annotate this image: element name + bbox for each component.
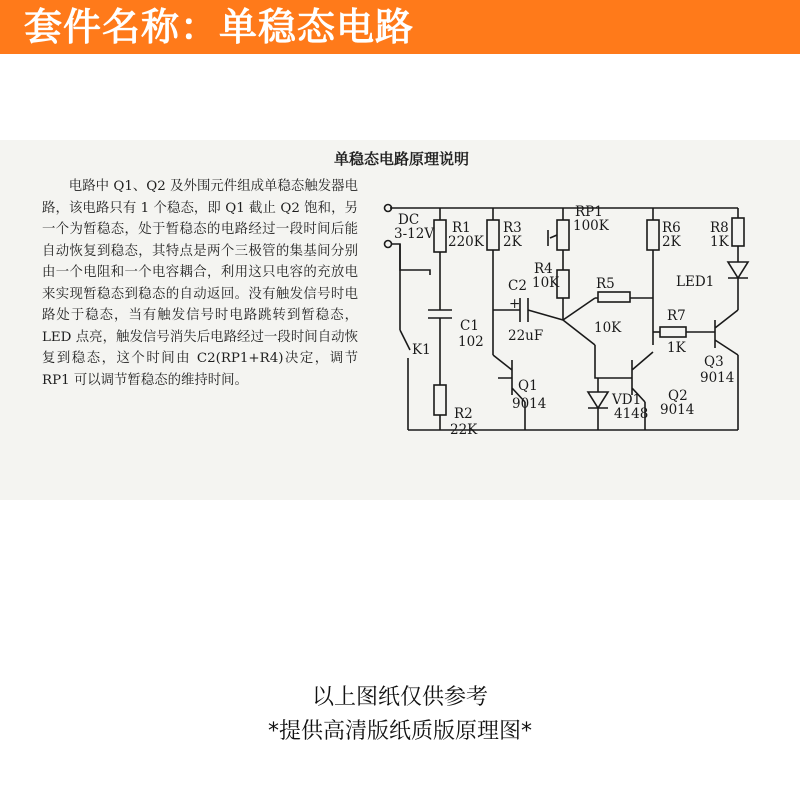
r6-label: R6: [662, 220, 681, 236]
r4-label: R4: [534, 261, 553, 277]
r2-value: 22K: [450, 422, 478, 438]
k1-switch: [400, 244, 410, 430]
r8-resistor: [732, 218, 744, 246]
r5-value: 10K: [594, 320, 622, 336]
r3-resistor: [487, 220, 499, 250]
rp1-label: RP1: [575, 204, 603, 220]
vd1-label: VD1: [612, 392, 642, 408]
c2-capacitor: [520, 298, 528, 322]
title-banner: [0, 0, 800, 54]
c2-label: C2: [508, 278, 527, 294]
rp1-potentiometer: [557, 220, 569, 250]
r3-label: R3: [503, 220, 522, 236]
c1-capacitor: [428, 310, 452, 318]
r3-value: 2K: [503, 234, 522, 250]
r5-resistor: [598, 292, 630, 302]
rp1-value: 100K: [573, 218, 609, 234]
r2-label: R2: [454, 406, 473, 422]
vd1-value: 4148: [614, 406, 649, 422]
r1-resistor: [434, 220, 446, 252]
c1-value: 102: [458, 334, 484, 350]
q1-value: 9014: [512, 396, 547, 412]
q3-value: 9014: [700, 370, 735, 386]
c2-plus: +: [509, 296, 521, 312]
c2-value: 22uF: [508, 328, 544, 344]
r6-value: 2K: [662, 234, 681, 250]
r1-label: R1: [452, 220, 471, 236]
voltage-label: 3-12V: [394, 226, 435, 242]
q1-label: Q1: [518, 378, 538, 394]
k1-label: K1: [412, 342, 431, 358]
led1-diode: [728, 262, 748, 278]
q3-label: Q3: [704, 354, 724, 370]
q2-value: 9014: [660, 402, 695, 418]
dc-label: DC: [398, 212, 420, 228]
circuit-description: 电路中 Q1、Q2 及外围元件组成单稳态触发器电路，该电路只有 1 个稳态，即 Q1 截止 Q2 饱和，另一个为暂稳态，处于暂稳态的电路经过一段时间后能自动恢复到稳态，其特点是两个三极管的集基间分别由一个电阻和一个电容耦合，利用这只电容的充放电来实现暂稳态到稳态的自动返回。没有触发信号时电路处于稳态，当有触发信号时电路跳转到暂稳态，LED 点亮，触发信号消失后电路经过一段时间自动恢复到稳态，这个时间由 C2(RP1+R4)决定，调节 RP1 可以调节暂稳态的维持时间。: [42, 179, 358, 388]
r1-value: 220K: [448, 234, 484, 250]
negative-lead: [392, 244, 430, 275]
q3-transistor: [715, 310, 738, 355]
q2-label: Q2: [668, 388, 688, 404]
r7-label: R7: [667, 308, 686, 324]
r4-value: 10K: [532, 275, 560, 291]
r7-value: 1K: [667, 340, 686, 356]
r2-resistor: [434, 385, 446, 415]
terminal-negative: [385, 241, 392, 248]
reference-note: 以上图纸仅供参考: [311, 685, 488, 710]
r8-label: R8: [710, 220, 729, 236]
banner-title: 套件名称：单稳态电路: [24, 5, 415, 49]
sheet-title: 单稳态电路原理说明: [334, 150, 470, 168]
led1-label: LED1: [676, 274, 715, 290]
r8-value: 1K: [710, 234, 729, 250]
r5-label: R5: [596, 276, 615, 292]
r6-resistor: [647, 220, 659, 250]
r7-resistor: [660, 327, 686, 337]
c1-label: C1: [460, 318, 479, 334]
vd1-diode: [588, 392, 608, 408]
print-offer-note: *提供高清版纸质版原理图*: [267, 719, 532, 744]
circuit-schematic: [370, 180, 770, 480]
